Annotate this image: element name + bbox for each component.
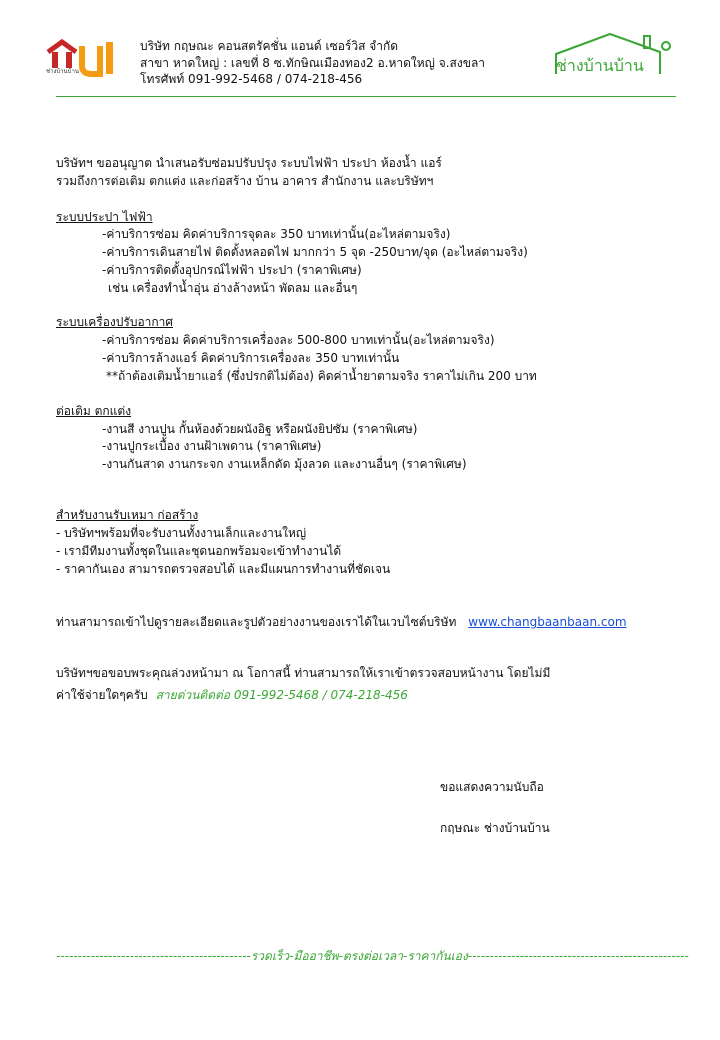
website-paragraph bbox=[56, 613, 627, 631]
intro-line-2: รวมถึงการต่อเติม ตกแต่ง และก่อสร้าง บ้าน อาคาร สำนักงาน และบริษัทฯ bbox=[56, 174, 434, 188]
list-item: -ค่าบริการซ่อม คิดค่าบริการเครื่องละ 500-800 บาทเท่านั้น(อะไหล่ตามจริง) bbox=[102, 333, 495, 347]
list-item: -งานสี งานปูน กั้นห้องด้วยผนังอิฐ หรือผนังยิปซัม (ราคาพิเศษ) bbox=[102, 422, 418, 436]
header-divider bbox=[56, 96, 676, 97]
footer-dashes-right: --------------------------------------------------- bbox=[467, 949, 689, 963]
house-logo-icon bbox=[44, 36, 118, 88]
list-item: -ค่าบริการซ่อม คิดค่าบริการจุดละ 350 บาทเท่านั้น(อะไหล่ตามจริง) bbox=[102, 227, 451, 241]
footer-slogan-text: รวดเร็ว-มืออาชีพ-ตรงต่อเวลา-ราคากันเอง bbox=[250, 949, 468, 963]
section-title-renovation: ต่อเติม ตกแต่ง bbox=[56, 404, 132, 418]
list-item: - เรามีทีมงานทั้งชุดในและชุดนอกพร้อมจะเข้าทำงานได้ bbox=[56, 544, 342, 558]
list-item: -ค่าบริการเดินสายไฟ ติดตั้งหลอดไฟ มากกว่า 5 จุด -250บาท/จุด (อะไหล่ตามจริง) bbox=[102, 245, 528, 259]
company-name: บริษัท กฤษณะ คอนสตรัคชั่น แอนด์ เซอร์วิส จำกัด bbox=[140, 39, 399, 53]
signature-regards: ขอแสดงความนับถือ bbox=[440, 780, 544, 794]
website-link[interactable]: www.changbaanbaan.com bbox=[468, 615, 627, 629]
section-title-plumbing: ระบบประปา ไฟฟ้า bbox=[56, 210, 153, 224]
logo-right-text: ช่างบ้านบ้าน bbox=[556, 56, 644, 75]
footer-slogan bbox=[56, 947, 708, 966]
list-item: **ถ้าต้องเติมน้ำยาแอร์ (ซึ่งปรกติไม่ต้อง) คิดค่าน้ำยาตามจริง ราคาไม่เกิน 200 บาท bbox=[106, 369, 537, 383]
closing-line-1: บริษัทฯขอขอบพระคุณล่วงหน้ามา ณ โอกาสนี้ ท่านสามารถให้เราเข้าตรวจสอบหน้างาน โดยไม่มี bbox=[56, 666, 551, 680]
list-item: -งานปูกระเบื้อง งานฝ้าเพดาน (ราคาพิเศษ) bbox=[102, 439, 322, 453]
list-item: -งานกันสาด งานกระจก งานเหล็กดัด มุ้งลวด และงานอื่นๆ (ราคาพิเศษ) bbox=[102, 457, 467, 471]
logo-left-caption: ช่างบ้านบ้าน bbox=[46, 68, 79, 75]
intro-line-1: บริษัทฯ ขออนุญาต นำเสนอรับซ่อมปรับปรุง ระบบไฟฟ้า ประปา ห้องน้ำ แอร์ bbox=[56, 156, 442, 170]
website-text: ท่านสามารถเข้าไปดูรายละเอียดและรูปตัวอย่างงานของเราได้ในเวบไซต์บริษัท bbox=[56, 615, 457, 629]
section-title-aircon: ระบบเครื่องปรับอากาศ bbox=[56, 315, 174, 329]
list-item: -ค่าบริการล้างแอร์ คิดค่าบริการเครื่องละ 350 บาทเท่านั้น bbox=[102, 351, 400, 365]
list-item: - ราคากันเอง สามารถตรวจสอบได้ และมีแผนการทำงานที่ชัดเจน bbox=[56, 562, 391, 576]
closing-line-2 bbox=[56, 686, 408, 704]
section-title-contract: สำหรับงานรับเหมา ก่อสร้าง bbox=[56, 508, 199, 522]
closing-text: ค่าใช้จ่ายใดๆครับ bbox=[56, 688, 148, 702]
header-phone: โทรศัพท์ 091-992-5468 / 074-218-456 bbox=[140, 72, 363, 86]
company-logo-left bbox=[44, 36, 118, 88]
footer-dashes-left: --------------------------------------------- bbox=[56, 949, 251, 963]
list-item: - บริษัทฯพร้อมที่จะรับงานทั้งงานเล็กและงานใหญ่ bbox=[56, 526, 307, 540]
branch-address: สาขา หาดใหญ่ : เลขที่ 8 ซ.ทักษิณเมืองทอง2 อ.หาดใหญ่ จ.สงขลา bbox=[140, 56, 486, 70]
list-item: -ค่าบริการติดตั้งอุปกรณ์ไฟฟ้า ประปา (ราคาพิเศษ) bbox=[102, 263, 362, 277]
list-item: เช่น เครื่องทำน้ำอุ่น อ่างล้างหน้า พัดลม และอื่นๆ bbox=[108, 281, 358, 295]
hotline-text: สายด่วนติดต่อ 091-992-5468 / 074-218-456 bbox=[155, 688, 408, 702]
company-logo-right bbox=[548, 30, 672, 80]
signature-name: กฤษณะ ช่างบ้านบ้าน bbox=[440, 821, 550, 835]
